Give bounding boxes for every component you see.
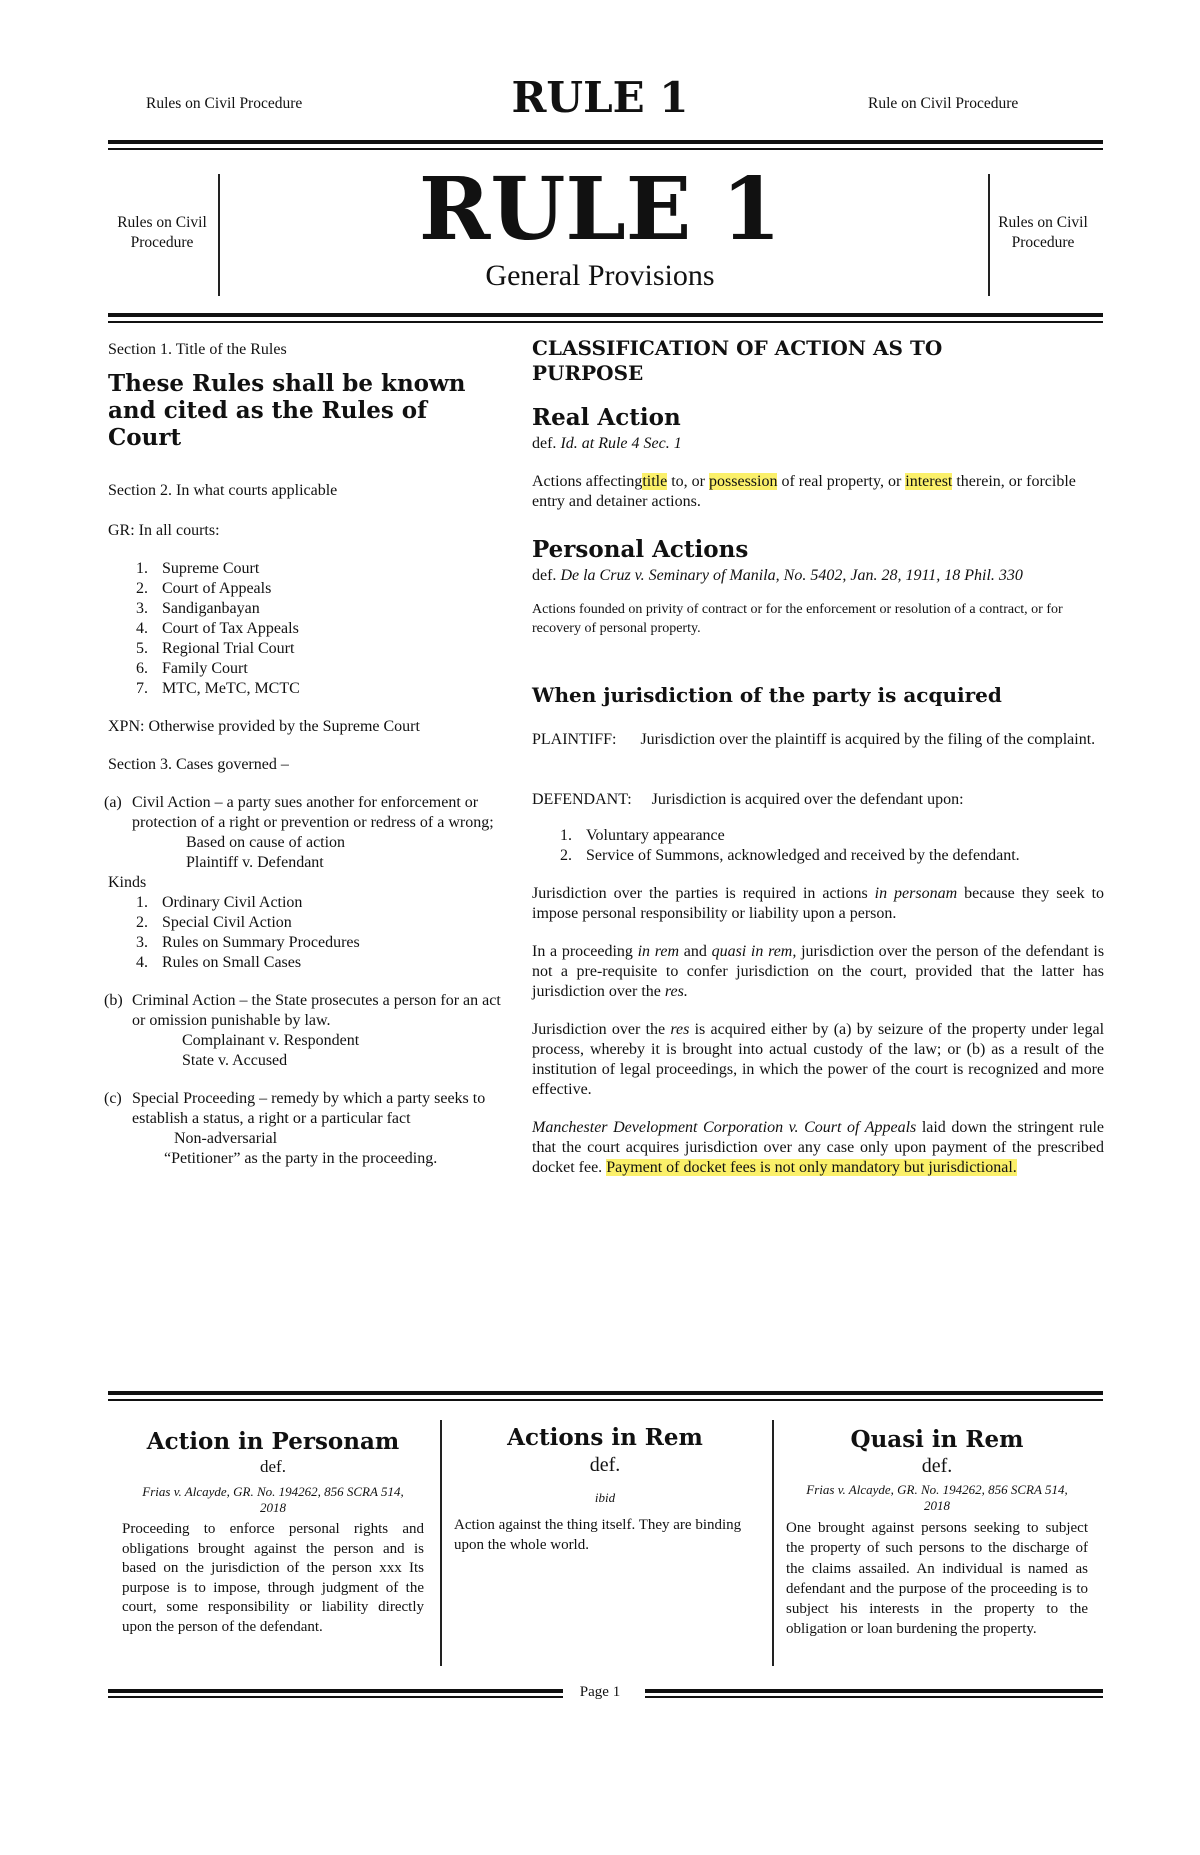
footer-rule-left bbox=[108, 1689, 563, 1693]
col3-title: Quasi in Rem bbox=[850, 1426, 1024, 1453]
list-item: 2. Court of Appeals bbox=[136, 580, 272, 597]
list-item: 1. Voluntary appearance bbox=[560, 827, 725, 844]
section1-text: These Rules shall be known and cited as the Rules of Court bbox=[108, 370, 466, 451]
header-left-text: Rules on Civil Procedure bbox=[146, 95, 303, 112]
col3-cite: Frias v. Alcayde, GR. No. 194262, 856 SCRA 514, 2018 bbox=[806, 1482, 1068, 1513]
personal-actions-text: Actions founded on privity of contract or for the enforcement or resolution of a contract, or for recovery of personal property. bbox=[532, 602, 1063, 636]
criminal-sub1: Complainant v. Respondent bbox=[182, 1032, 360, 1049]
right-column bbox=[532, 336, 1104, 1178]
col1-cite: Frias v. Alcayde, GR. No. 194262, 856 SCRA 514, 2018 bbox=[142, 1484, 404, 1515]
jurisdiction-heading: When jurisdiction of the party is acquired bbox=[532, 683, 1002, 707]
banner-title: RULE 1 bbox=[418, 159, 782, 260]
plaintiff-text: PLAINTIFF: Jurisdiction over the plaintiff is acquired by the filing of the complaint. bbox=[532, 731, 1096, 748]
list-item: 1. Supreme Court bbox=[136, 560, 260, 577]
actions-in-rem-box bbox=[454, 1424, 756, 1555]
bottom-rule-bottom bbox=[108, 1399, 1103, 1401]
list-item: 7. MTC, MeTC, MCTC bbox=[136, 680, 300, 697]
paragraph-res: Jurisdiction over the res is acquired either by (a) by seizure of the property under legal process, whereby it is brought into actual custody of the law; or (b) as a result of the institution of legal proceedings, in which the power of the court is recognized and more effective. bbox=[532, 1021, 1105, 1098]
header-title: RULE 1 bbox=[511, 73, 689, 122]
col2-def: def. bbox=[589, 1454, 621, 1476]
col3-def: def. bbox=[921, 1455, 953, 1477]
paragraph-in-personam: Jurisdiction over the parties is required in actions in personam because they seek to impose personal responsibility or liability upon a person. bbox=[532, 885, 1105, 922]
list-item: 5. Regional Trial Court bbox=[136, 640, 295, 657]
col1-def: def. bbox=[260, 1457, 286, 1476]
real-action-heading: Real Action bbox=[532, 404, 681, 431]
list-item: 2. Service of Summons, acknowledged and received by the defendant. bbox=[560, 847, 1020, 864]
banner-subtitle: General Provisions bbox=[485, 259, 715, 292]
criminal-action: (b) Criminal Action – the State prosecutes a person for an act or omission punishable by law. bbox=[104, 992, 501, 1029]
section1-heading: Section 1. Title of the Rules bbox=[108, 341, 287, 358]
paragraph-in-rem: In a proceeding in rem and quasi in rem, jurisdiction over the person of the defendant is not a pre-requisite to confer jurisdiction on the court, provided that the latter has jurisdiction over the res. bbox=[532, 943, 1105, 1000]
personal-actions-heading: Personal Actions bbox=[532, 536, 749, 563]
section2-heading: Section 2. In what courts applicable bbox=[108, 482, 338, 499]
classification-heading: CLASSIFICATION OF ACTION AS TO PURPOSE bbox=[532, 336, 943, 385]
paragraph-manchester: Manchester Development Corporation v. Court of Appeals laid down the stringent rule that the court acquires jurisdiction over any case only upon payment of the prescribed docket fee. Payment of docket fees is not only mandatory but jurisdictional. bbox=[532, 1119, 1104, 1176]
bottom-divider-2 bbox=[772, 1420, 774, 1666]
header-rule-bottom bbox=[108, 148, 1103, 150]
defendant-text: DEFENDANT: Jurisdiction is acquired over the defendant upon: bbox=[532, 791, 964, 808]
quasi-in-rem-box bbox=[786, 1426, 1088, 1640]
defendant-list bbox=[560, 826, 1104, 866]
header-right-text: Rule on Civil Procedure bbox=[868, 95, 1019, 112]
list-item: 4. Court of Tax Appeals bbox=[136, 620, 299, 637]
banner-rule-top bbox=[108, 313, 1103, 317]
real-action-def: def. Id. at Rule 4 Sec. 1 bbox=[532, 435, 682, 452]
kinds-label: Kinds bbox=[108, 874, 147, 891]
action-in-personam-box bbox=[122, 1428, 424, 1637]
xpn-text: XPN: Otherwise provided by the Supreme Court bbox=[108, 718, 420, 735]
banner-rule-bottom bbox=[108, 321, 1103, 323]
civil-sub2: Plaintiff v. Defendant bbox=[186, 854, 324, 871]
col2-cite: ibid bbox=[594, 1490, 616, 1505]
special-proceeding: (c) Special Proceeding – remedy by which a party seeks to establish a status, a right or a particular fact bbox=[104, 1090, 486, 1127]
special-sub2: “Petitioner” as the party in the proceeding. bbox=[164, 1150, 438, 1167]
civil-action: (a) Civil Action – a party sues another for enforcement or protection of a right or prevention or redress of a wrong; bbox=[104, 794, 494, 831]
civil-sub1: Based on cause of action bbox=[186, 834, 346, 851]
footer-rule-right-thin bbox=[645, 1696, 1103, 1698]
banner-left-text: Rules on Civil Procedure bbox=[117, 214, 207, 251]
list-item: 3. Sandiganbayan bbox=[136, 600, 260, 617]
banner-right-text: Rules on Civil Procedure bbox=[998, 214, 1088, 251]
banner-left-divider bbox=[218, 174, 220, 296]
col2-text: Action against the thing itself. They are binding upon the whole world. bbox=[454, 1517, 742, 1553]
footer-rule-right bbox=[645, 1689, 1103, 1693]
header-rule-top bbox=[108, 140, 1103, 144]
special-sub1: Non-adversarial bbox=[174, 1130, 278, 1147]
footer-rule-left-thin bbox=[108, 1696, 563, 1698]
real-action-text: Actions affectingtitle to, or possession of real property, or interest therein, or forcible entry and detainer actions. bbox=[532, 473, 1076, 510]
section3-heading: Section 3. Cases governed – bbox=[108, 756, 289, 773]
list-item: 1. Ordinary Civil Action bbox=[136, 894, 303, 911]
page-number: Page 1 bbox=[579, 1684, 621, 1700]
criminal-sub2: State v. Accused bbox=[182, 1052, 288, 1069]
gr-text: GR: In all courts: bbox=[108, 522, 220, 539]
col1-text: Proceeding to enforce personal rights and obligations brought against the person and is based on the jurisdiction of the person xxx Its purpose is to impose, through judgment of the court, some responsibility or liability directly upon the person of the defendant. bbox=[122, 1521, 424, 1635]
list-item: 3. Rules on Summary Procedures bbox=[136, 934, 360, 951]
bottom-rule-top bbox=[108, 1391, 1103, 1395]
bottom-divider-1 bbox=[440, 1420, 442, 1666]
personal-actions-def: def. De la Cruz v. Seminary of Manila, No. 5402, Jan. 28, 1911, 18 Phil. 330 bbox=[532, 567, 1023, 584]
col3-text: One brought against persons seeking to subject the property of such persons to the discharge of the claims assailed. An individual is named as defendant and the purpose of the proceeding is to subject his interests in the property to the obligation or loan burdening the property. bbox=[786, 1520, 1088, 1638]
list-item: 6. Family Court bbox=[136, 660, 248, 677]
col1-title: Action in Personam bbox=[146, 1428, 400, 1455]
list-item: 2. Special Civil Action bbox=[136, 914, 292, 931]
col2-title: Actions in Rem bbox=[507, 1424, 703, 1451]
kinds-list bbox=[136, 893, 508, 973]
list-item: 4. Rules on Small Cases bbox=[136, 954, 302, 971]
left-column bbox=[104, 340, 508, 1169]
courts-list bbox=[136, 559, 508, 699]
